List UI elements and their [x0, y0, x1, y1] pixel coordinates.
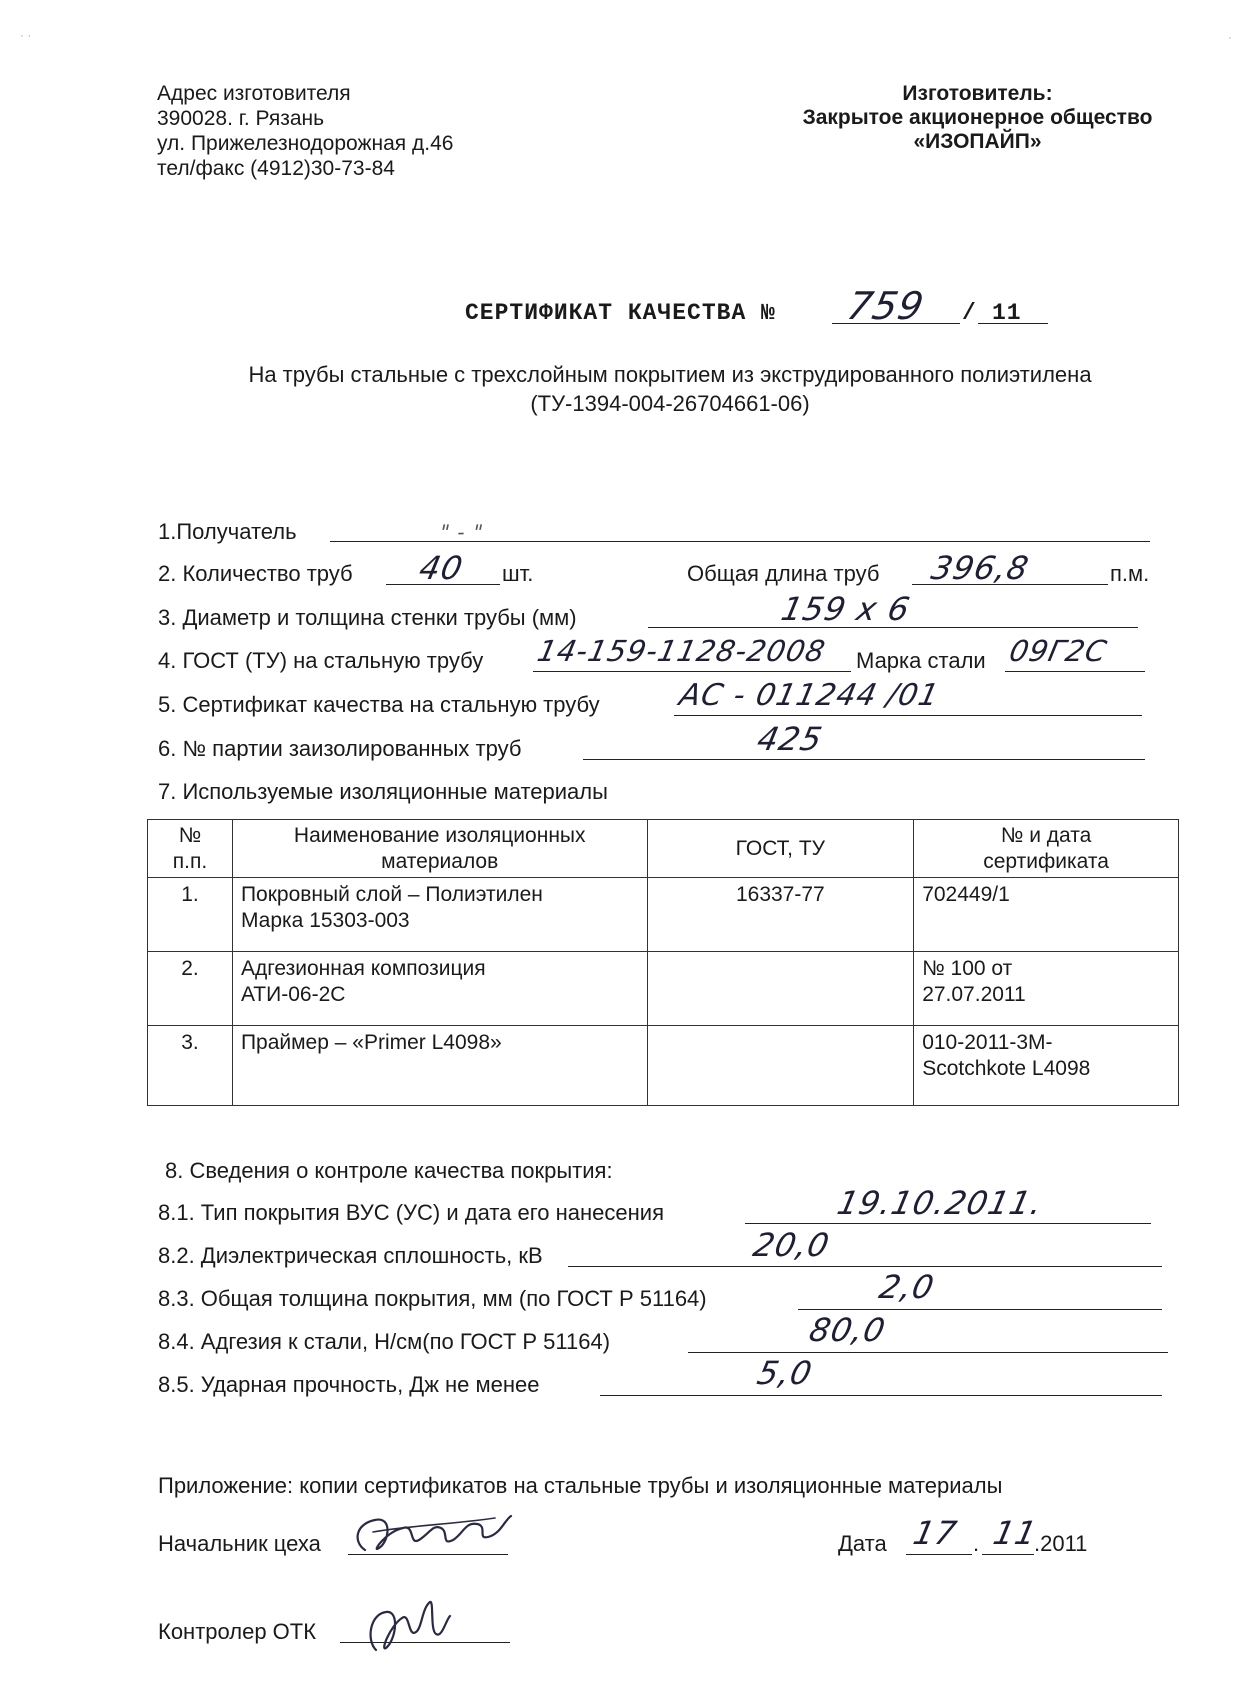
length-value: 396,8 [927, 549, 1033, 587]
gost-line [533, 671, 851, 672]
gost-value: 14-159-1128-2008 [534, 634, 829, 668]
row-gost [647, 952, 914, 1026]
scan-speck: · [1228, 30, 1232, 44]
length-label: Общая длина труб [687, 561, 880, 586]
length-unit: п.м. [1110, 561, 1150, 586]
row-cert: 010-2011-3М- Scotchkote L4098 [914, 1026, 1179, 1106]
certificate-standard: (ТУ-1394-004-26704661-06) [530, 391, 810, 416]
gost-label: 4. ГОСТ (ТУ) на стальную трубу [158, 648, 484, 673]
thickness-label: 8.3. Общая толщина покрытия, мм (по ГОСТ Р 51164) [158, 1286, 707, 1311]
steel-cert-value: АС - 011244 /01 [676, 678, 943, 713]
table-header-row [148, 820, 1179, 878]
certificate-slash: / [962, 300, 977, 326]
header-name: Наименование изоляционных материалов [232, 820, 647, 878]
thickness-value: 2,0 [875, 1268, 938, 1306]
steel-line [1005, 671, 1145, 672]
adhesion-line [688, 1352, 1168, 1353]
diameter-value: 159 х 6 [777, 590, 914, 628]
steel-cert-line [674, 715, 1142, 716]
steel-label: Марка стали [856, 648, 986, 673]
date-day-line [906, 1554, 972, 1555]
materials-table [147, 819, 1179, 1106]
row-num: 1. [148, 878, 233, 952]
date-label: Дата [838, 1531, 887, 1556]
date-dot: . [973, 1531, 980, 1556]
coating-type-value: 19.10.2011. [833, 1184, 1047, 1222]
coating-type-label: 8.1. Тип покрытия ВУС (УС) и дата его нанесения [158, 1200, 664, 1225]
date-month-line [982, 1554, 1034, 1555]
quantity-label: 2. Количество труб [158, 561, 353, 586]
adhesion-label: 8.4. Адгезия к стали, Н/см(по ГОСТ Р 51164) [158, 1329, 611, 1354]
certificate-year: 11 [992, 300, 1022, 326]
row-gost: 16337-77 [647, 878, 914, 952]
manufacturer-brand: «ИЗОПАЙП» [913, 130, 1042, 153]
table-row [148, 878, 1179, 952]
row-name: Покровный слой – Полиэтилен Марка 15303-003 [232, 878, 647, 952]
coating-type-line [745, 1223, 1151, 1224]
certificate-title: СЕРТИФИКАТ КАЧЕСТВА № [465, 300, 776, 326]
steel-cert-label: 5. Сертификат качества на стальную трубу [158, 692, 600, 717]
impact-line [600, 1395, 1162, 1396]
materials-label: 7. Используемые изоляционные материалы [158, 779, 608, 804]
scan-speck: · · [20, 28, 32, 42]
batch-value: 425 [753, 720, 827, 758]
date-year: .2011 [1034, 1531, 1088, 1556]
row-cert: 702449/1 [914, 878, 1179, 952]
impact-label: 8.5. Ударная прочность, Дж не менее [158, 1372, 540, 1397]
certificate-subtitle: На трубы стальные с трехслойным покрытием из экструдированного полиэтилена [248, 362, 1092, 387]
dielectric-value: 20,0 [749, 1226, 834, 1264]
header-gost: ГОСТ, ТУ [647, 820, 914, 878]
chief-signature [345, 1502, 525, 1566]
batch-line [583, 759, 1145, 760]
manufacturer-name: Закрытое акционерное общество [802, 106, 1153, 129]
quality-heading: 8. Сведения о контроле качества покрытия: [165, 1158, 613, 1183]
table-row [148, 1026, 1179, 1106]
date-month: 11 [989, 1514, 1041, 1552]
recipient-value: " - " [437, 520, 486, 544]
otk-signature [360, 1590, 460, 1664]
steel-value: 09Г2С [1006, 634, 1111, 668]
recipient-label: 1.Получатель [158, 519, 297, 544]
dielectric-line [568, 1266, 1162, 1267]
address-street: ул. Прижелезнодорожная д.46 [157, 132, 454, 155]
row-cert: № 100 от 27.07.2011 [914, 952, 1179, 1026]
adhesion-value: 80,0 [805, 1311, 890, 1349]
chief-label: Начальник цеха [158, 1531, 321, 1556]
address-phone: тел/факс (4912)30-73-84 [157, 157, 395, 180]
impact-value: 5,0 [753, 1354, 816, 1392]
row-name: Праймер – «Primer L4098» [232, 1026, 647, 1106]
address-label: Адрес изготовителя [157, 82, 351, 105]
row-gost [647, 1026, 914, 1106]
quantity-unit: шт. [502, 561, 534, 586]
certificate-number: 759 [843, 284, 929, 328]
quantity-value: 40 [415, 549, 467, 587]
manufacturer-label: Изготовитель: [902, 82, 1053, 105]
dielectric-label: 8.2. Диэлектрическая сплошность, кВ [158, 1243, 543, 1268]
otk-label: Контролер ОТК [158, 1619, 317, 1644]
appendix-text: Приложение: копии сертификатов на стальные трубы и изоляционные материалы [158, 1473, 1003, 1498]
diameter-label: 3. Диаметр и толщина стенки трубы (мм) [158, 605, 577, 630]
row-num: 2. [148, 952, 233, 1026]
address-postal: 390028. г. Рязань [157, 107, 325, 130]
batch-label: 6. № партии заизолированных труб [158, 736, 522, 761]
row-name: Адгезионная композиция АТИ-06-2С [232, 952, 647, 1026]
thickness-line [798, 1309, 1162, 1310]
header-cert: № и дата сертификата [914, 820, 1179, 878]
table-row [148, 952, 1179, 1026]
header-num: № п.п. [148, 820, 233, 878]
row-num: 3. [148, 1026, 233, 1106]
date-day: 17 [909, 1514, 961, 1552]
